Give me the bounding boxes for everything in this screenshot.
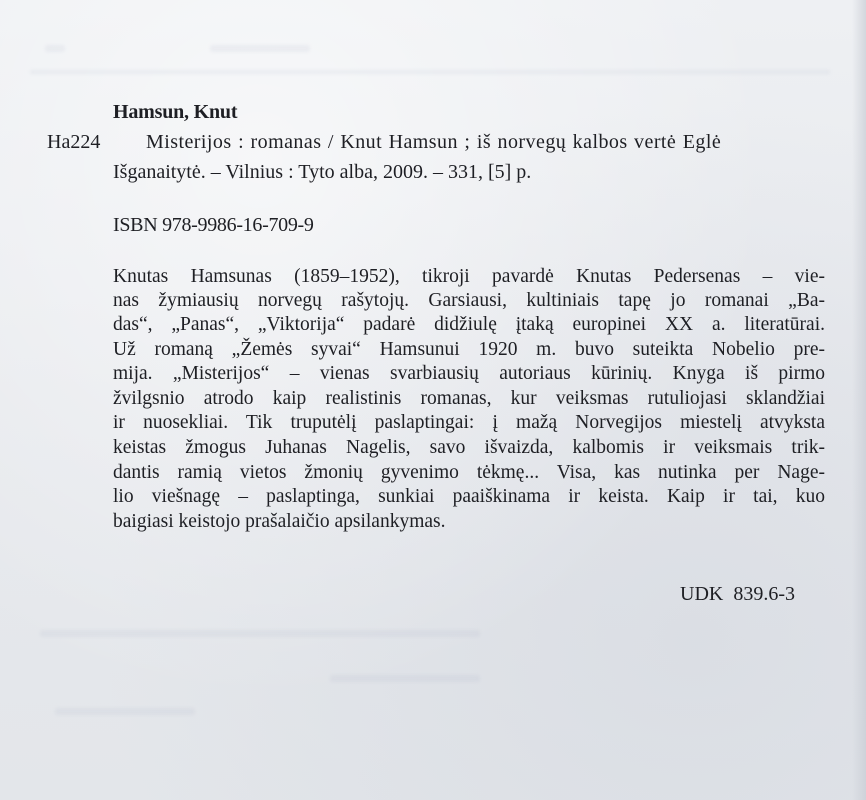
isbn: ISBN 978-9986-16-709-9 (113, 214, 314, 236)
annotation-line: Už romaną „Žemės syvai“ Hamsunui 1920 m. buvo suteikta Nobelio pre- (113, 339, 825, 360)
annotation-line: žvilgsnio atrodo kaip realistinis romanas, kur veiksmas rutuliojasi sklandžiai (113, 388, 825, 409)
annotation-line: baigiasi keistojo prašalaičio apsilankymas. (113, 511, 446, 532)
annotation-line: dantis ramią vietos žmonių gyvenimo tėkmę... Visa, kas nutinka per Nage- (113, 462, 825, 483)
annotation-line: das“, „Panas“, „Viktorija“ padarė didžiulę įtaką europinei XX a. literatūrai. (113, 314, 825, 335)
udk-classification: UDK 839.6-3 (680, 583, 795, 605)
call-number: Ha224 (47, 131, 101, 153)
annotation-line: keistas žmogus Juhanas Nagelis, savo išvaizda, kalbomis ir veiksmais trik- (113, 437, 825, 458)
annotation-line: Knutas Hamsunas (1859–1952), tikroji pavardė Knutas Pedersenas – vie- (113, 266, 825, 287)
annotation-line: ir nuosekliai. Tik truputėlį paslaptingai: į mažą Norvegijos miestelį atvyksta (113, 412, 825, 433)
bibliographic-line-1: Misterijos : romanas / Knut Hamsun ; iš norvegų kalbos vertė Eglė (146, 131, 722, 153)
annotation-line: mija. „Misterijos“ – vienas svarbiausių autoriaus kūrinių. Knyga iš pirmo (113, 363, 825, 384)
annotation-line: nas žymiausių norvegų rašytojų. Garsiausi, kultiniais tapę jo romanai „Ba- (113, 290, 825, 311)
author-heading: Hamsun, Knut (113, 101, 238, 123)
bibliographic-line-2: Išganaitytė. – Vilnius : Tyto alba, 2009. – 331, [5] p. (113, 161, 532, 183)
annotation-line: lio viešnagę – paslaptinga, sunkiai paaiškinama ir keista. Kaip ir tai, kuo (113, 486, 825, 507)
